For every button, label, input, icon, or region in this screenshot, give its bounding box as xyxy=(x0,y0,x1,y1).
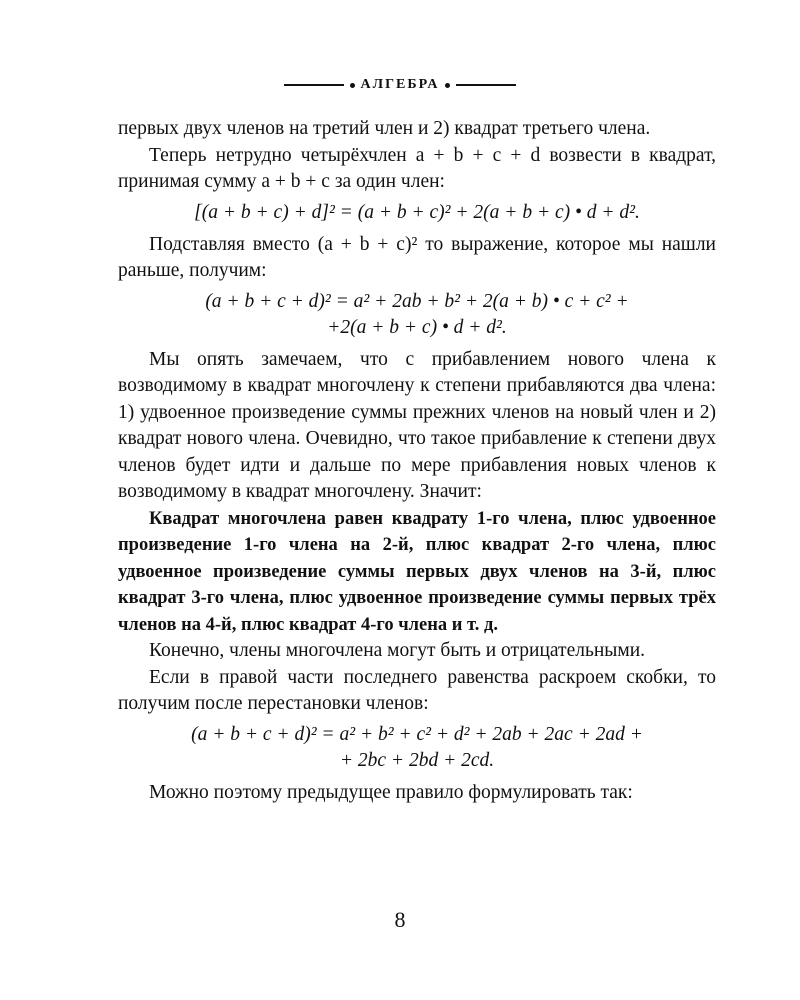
header-rule-right xyxy=(456,84,516,86)
paragraph-4: Мы опять замечаем, что с прибавлением нового члена к возводимому в квадрат многочлену к степени прибавляются два члена: 1) удвоенное произведение суммы прежних членов на новый член и 2) квадрат нового члена. Очевидно, что такое прибавление к степени двух членов будет идти и дальше по мере прибавления новых членов к возводимому в квадрат многочлену. Значит: xyxy=(118,348,716,502)
paragraph-1: первых двух членов на третий член и 2) квадрат третьего члена. xyxy=(118,118,651,139)
header-dot-right xyxy=(445,83,450,88)
header-rule-left xyxy=(284,84,344,86)
paragraph-5: Конечно, члены многочлена могут быть и отрицательными. xyxy=(149,640,646,661)
formula-3: (a + b + c + d)² = a² + b² + c² + d² + 2ab + 2ac + 2ad + + 2bc + 2bd + 2cd. xyxy=(191,723,643,771)
paragraph-7: Можно поэтому предыдущее правило формулировать так: xyxy=(149,781,633,803)
page-number: 8 xyxy=(394,907,406,932)
running-header xyxy=(0,77,800,93)
header-title: АЛГЕБРА xyxy=(360,77,440,92)
paragraph-2: Теперь нетрудно четырёхчлен a + b + c + d возвести в квадрат, принимая сумму a + b + c за один член: xyxy=(118,144,716,192)
formula-1: [(a + b + c) + d]² = (a + b + c)² + 2(a + b + c) • d + d². xyxy=(194,201,640,223)
paragraph-3: Подставляя вместо (a + b + c)² то выражение, которое мы нашли раньше, получим: xyxy=(118,233,716,281)
page-body xyxy=(118,116,716,806)
paragraph-6: Если в правой части последнего равенства раскроем скобки, то получим после перестановки членов: xyxy=(118,666,716,714)
formula-2: (a + b + c + d)² = a² + 2ab + b² + 2(a + b) • c + c² + +2(a + b + c) • d + d². xyxy=(205,290,629,338)
rule-statement: Квадрат многочлена равен квадрату 1-го члена, плюс удвоенное произведение 1-го члена на 2-й, плюс квадрат 2-го члена, плюс удвоенное произведение суммы первых двух членов на 3-й, плюс квадрат 3-го члена, плюс удвоенное произведение суммы первых трёх членов на 4-й, плюс квадрат 4-го члена и т. д. xyxy=(118,508,716,635)
header-dot-left xyxy=(350,83,355,88)
